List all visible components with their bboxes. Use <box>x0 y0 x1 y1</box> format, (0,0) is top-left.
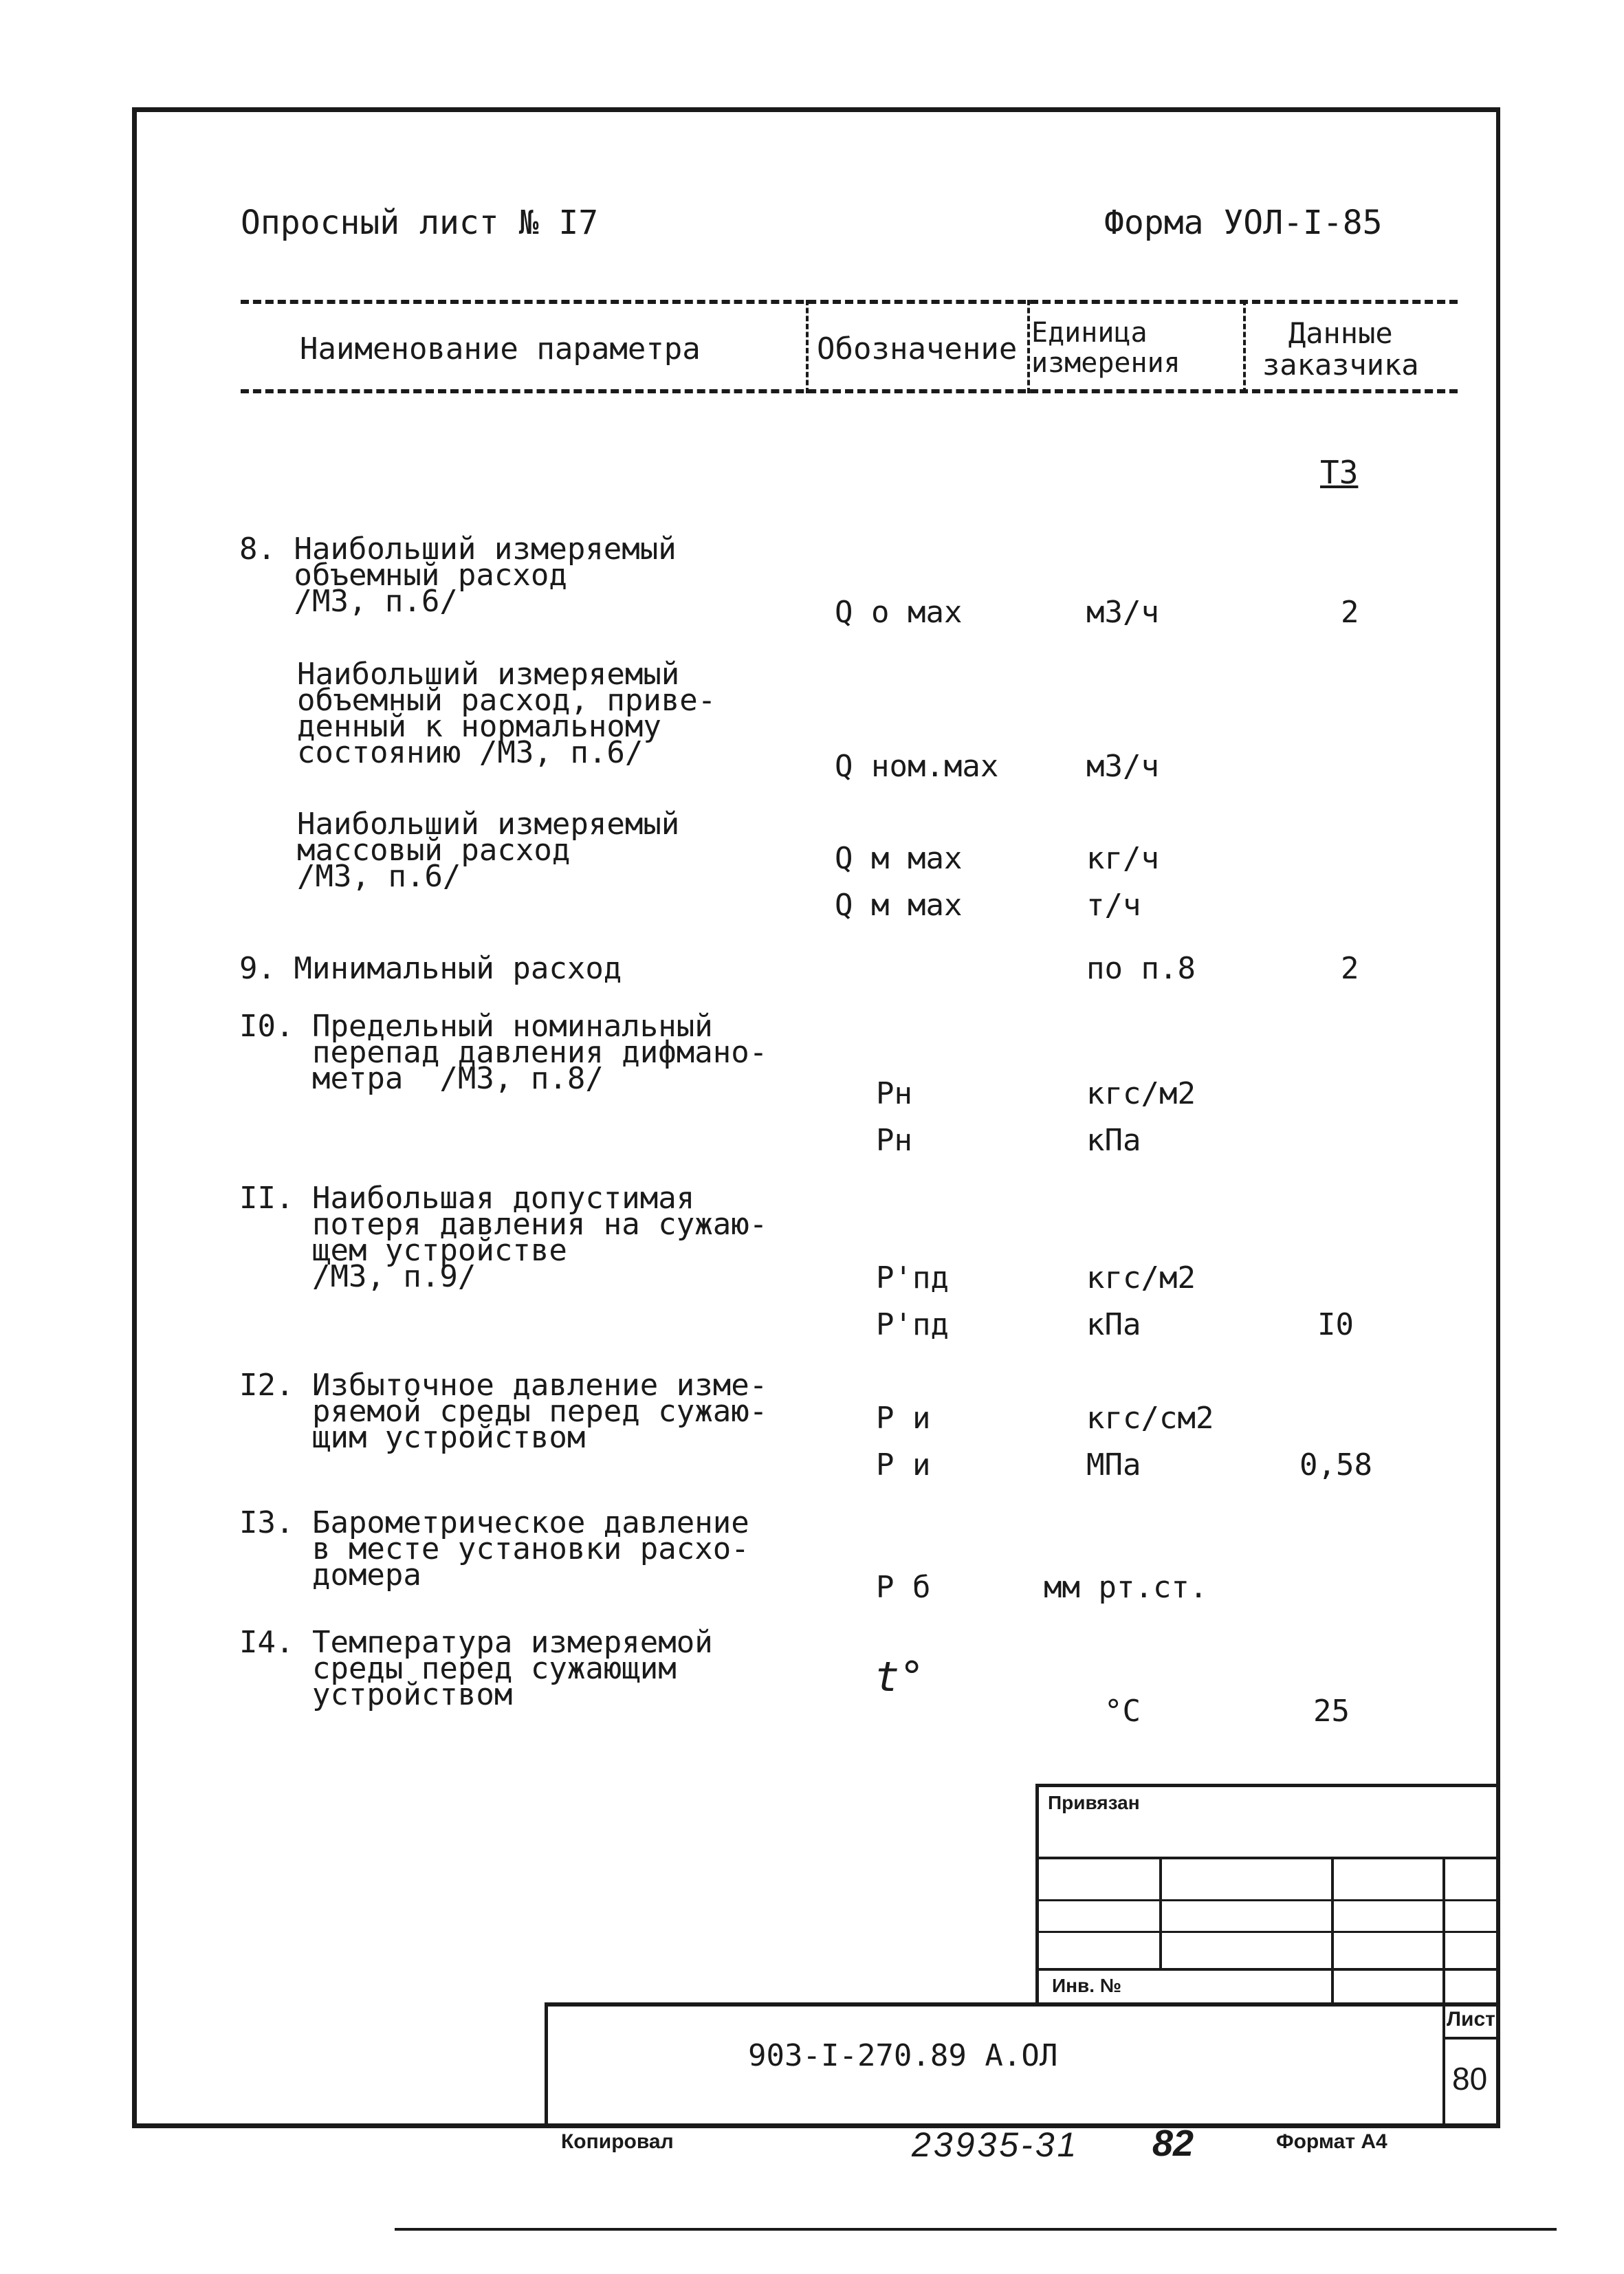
param-10-unit-2: кПа <box>1086 1123 1141 1158</box>
param-13-unit: мм рт.ст. <box>1044 1570 1208 1605</box>
order-number: 23935-31 <box>912 2125 1079 2164</box>
param-8-value: 2 <box>1341 595 1359 630</box>
page-mark: 82 <box>1152 2123 1194 2164</box>
stamp-row-rule-2 <box>1035 1899 1500 1901</box>
param-8-text: 8. Наибольший измеряемый объемный расход /МЗ, п.6/ <box>239 532 677 619</box>
param-11-symbol-1: Р'пд <box>876 1260 949 1295</box>
stamp-left-rule <box>1035 1784 1039 2004</box>
stamp-row-rule-1 <box>1035 1857 1500 1859</box>
stamp-col-rule-2 <box>1331 1857 1334 2004</box>
param-10-unit-1: кгс/м2 <box>1086 1076 1196 1111</box>
column-header-unit: Единица измерения <box>1031 317 1181 379</box>
param-12-symbol-1: Р и <box>876 1401 931 1436</box>
mark-tz: ТЗ <box>1320 454 1359 491</box>
title-block-left-rule <box>545 2002 548 2126</box>
stamp-row-rule-4 <box>1035 1968 1500 1971</box>
param-14-value: 25 <box>1313 1694 1350 1729</box>
param-14-unit: °С <box>1104 1694 1141 1729</box>
form-title-left: Опросный лист № I7 <box>241 204 599 242</box>
param-9-value: 2 <box>1341 951 1359 986</box>
stamp-top-rule <box>1035 1784 1500 1787</box>
param-14-symbol: t° <box>875 1653 925 1701</box>
bottom-rule <box>395 2228 1557 2231</box>
column-header-name: Наименование параметра <box>300 331 701 367</box>
column-header-symbol: Обозначение <box>817 331 1018 367</box>
document-code: 903-I-270.89 А.ОЛ <box>748 2038 1058 2073</box>
param-10-text: I0. Предельный номинальный перепад давления дифмано- метра /МЗ, п.8/ <box>239 1009 768 1096</box>
param-8-symbol: Q о мах <box>835 595 963 630</box>
frame-right-border <box>1496 107 1500 2128</box>
format-label: Формат А4 <box>1276 2130 1387 2153</box>
stamp-col-rule-3 <box>1442 1857 1445 2004</box>
table-header-divider-1 <box>806 300 809 393</box>
param-10-symbol-1: Рн <box>876 1076 912 1111</box>
param-8c-unit-1: кг/ч <box>1086 841 1159 876</box>
stamp-attached-label: Привязан <box>1048 1792 1140 1813</box>
title-block-sheet-rule <box>1442 2037 1500 2040</box>
stamp-col-rule-1 <box>1159 1857 1162 1968</box>
stamp-row-rule-3 <box>1035 1931 1500 1933</box>
param-8-unit: м3/ч <box>1086 595 1159 630</box>
stamp-inv-label: Инв. № <box>1052 1975 1122 1996</box>
param-8b-unit: м3/ч <box>1086 749 1159 784</box>
param-12-unit-2: МПа <box>1086 1447 1141 1483</box>
param-13-text: I3. Барометрическое давление в месте установки расхо- домера <box>239 1505 749 1593</box>
param-12-symbol-2: Р и <box>876 1447 931 1483</box>
param-10-symbol-2: Рн <box>876 1123 912 1158</box>
param-8c-symbol-1: Q м мах <box>835 841 963 876</box>
param-11-unit-2: кПа <box>1086 1307 1141 1342</box>
param-11-value: I0 <box>1317 1307 1354 1342</box>
table-header-top-rule <box>241 300 1458 304</box>
frame-left-border <box>132 107 137 2128</box>
param-8c-symbol-2: Q м мах <box>835 888 963 923</box>
param-14-text: I4. Температура измеряемой среды перед сужающим устройством <box>239 1625 713 1712</box>
param-8c-text: Наибольший измеряемый массовый расход /МЗ, п.6/ <box>297 807 680 894</box>
param-12-text: I2. Избыточное давление изме- ряемой среды перед сужаю- щим устройством <box>239 1368 768 1455</box>
param-9-text: 9. Минимальный расход <box>239 951 622 986</box>
frame-top-border <box>132 107 1500 112</box>
table-header-divider-2 <box>1027 300 1030 393</box>
sheet-label: Лист <box>1447 2008 1495 2031</box>
form-title-right: Форма УОЛ-I-85 <box>1104 204 1383 242</box>
title-block-top-rule <box>545 2002 1500 2007</box>
param-8b-text: Наибольший измеряемый объемный расход, приве- денный к нормальному состоянию /МЗ, п.6/ <box>297 657 716 770</box>
frame-bottom-border <box>132 2123 1500 2128</box>
param-11-symbol-2: Р'пд <box>876 1307 949 1342</box>
param-8c-unit-2: т/ч <box>1086 888 1141 923</box>
column-header-data: Данные заказчика <box>1262 316 1419 382</box>
param-12-value: 0,58 <box>1299 1447 1372 1483</box>
sheet-number: 80 <box>1452 2061 1488 2097</box>
table-header-bottom-rule <box>241 389 1458 393</box>
param-12-unit-1: кгс/см2 <box>1086 1401 1214 1436</box>
param-9-unit: по п.8 <box>1086 951 1196 986</box>
copied-label: Копировал <box>561 2130 674 2153</box>
param-11-unit-1: кгс/м2 <box>1086 1260 1196 1295</box>
param-8b-symbol: Q ном.мах <box>835 749 999 784</box>
title-block-sheet-divider <box>1442 2002 1445 2126</box>
table-header-divider-3 <box>1243 300 1246 393</box>
param-13-symbol: Р б <box>876 1570 931 1605</box>
param-11-text: II. Наибольшая допустимая потеря давления на сужаю- щем устройстве /МЗ, п.9/ <box>239 1181 768 1294</box>
